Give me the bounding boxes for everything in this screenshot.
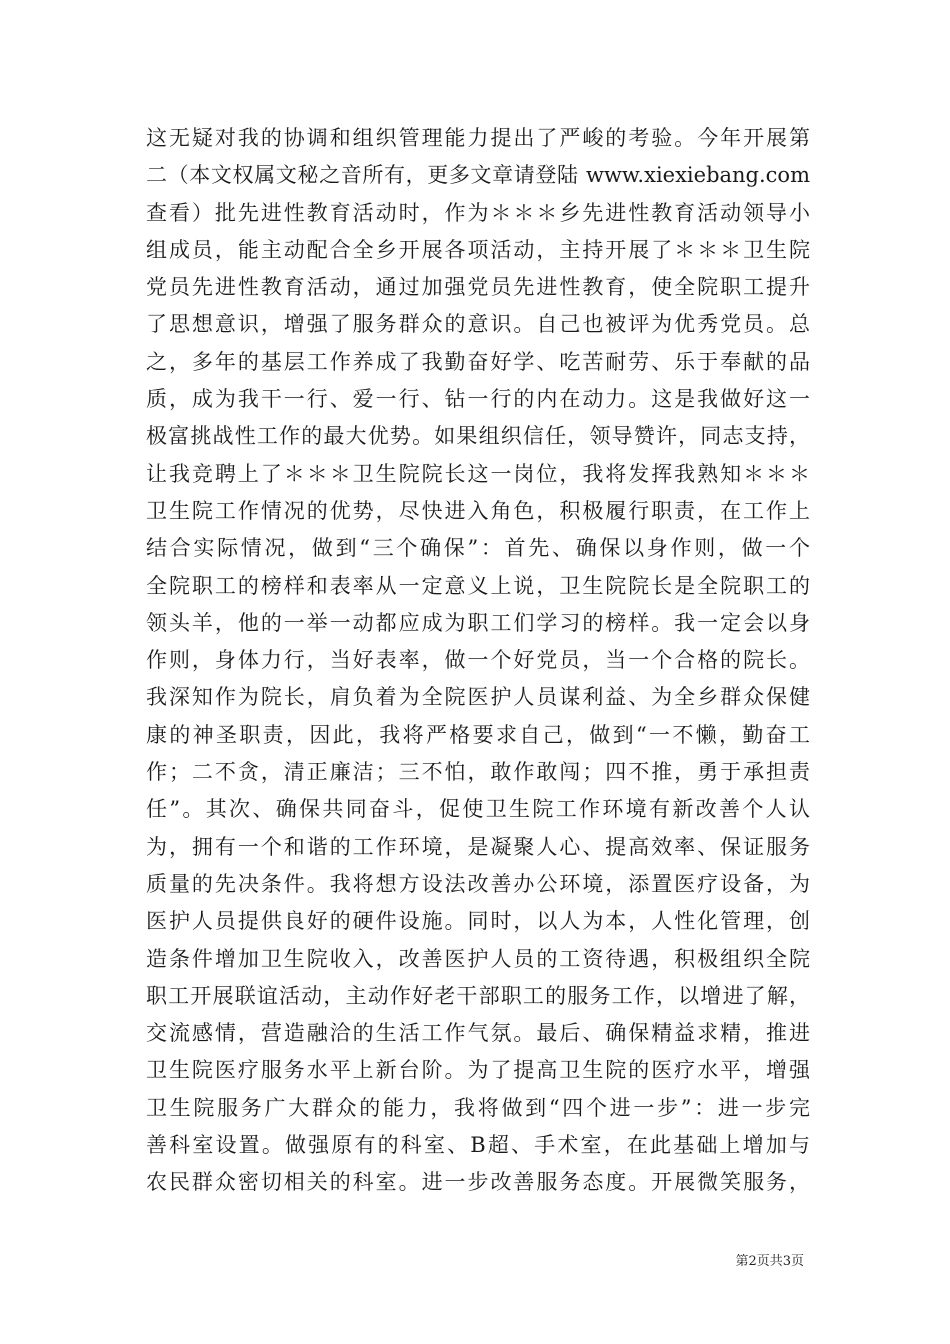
text-line: 二（本文权属文秘之音所有，更多文章请登陆 www.xiexiebang.com bbox=[146, 163, 810, 188]
text-line: 康的神圣职责，因此，我将严格要求自己，做到“一不懒，勤奋工 bbox=[146, 722, 810, 747]
text-line: 质，成为我干一行、爱一行、钻一行的内在动力。这是我做好这一 bbox=[146, 387, 810, 412]
text-line: 造条件增加卫生院收入，改善医护人员的工资待遇，积极组织全院 bbox=[146, 946, 810, 971]
text-line: 作；二不贪，清正廉洁；三不怕，敢作敢闯；四不推，勇于承担责 bbox=[146, 760, 810, 785]
page-number-footer: 第2页共3页 bbox=[735, 1254, 804, 1269]
text-line: 这无疑对我的协调和组织管理能力提出了严峻的考验。今年开展第 bbox=[146, 126, 810, 150]
text-line: 领头羊，他的一举一动都应成为职工们学习的榜样。我一定会以身 bbox=[146, 610, 810, 635]
text-line: 卫生院医疗服务水平上新台阶。为了提高卫生院的医疗水平，增强 bbox=[146, 1058, 810, 1083]
text-line: 了思想意识，增强了服务群众的意识。自己也被评为优秀党员。总 bbox=[146, 312, 810, 337]
text-line: 我深知作为院长，肩负着为全院医护人员谋利益、为全乡群众保健 bbox=[146, 685, 810, 710]
text-line: 交流感情，营造融洽的生活工作气氛。最后、确保精益求精，推进 bbox=[146, 1021, 810, 1046]
text-line: 让我竞聘上了＊＊＊卫生院院长这一岗位，我将发挥我熟知＊＊＊ bbox=[146, 461, 810, 486]
text-line: 卫生院服务广大群众的能力，我将做到“四个进一步”：进一步完 bbox=[146, 1095, 810, 1120]
text-line: 为，拥有一个和谐的工作环境，是凝聚人心、提高效率、保证服务 bbox=[146, 834, 810, 859]
text-line: 查看）批先进性教育活动时，作为＊＊＊乡先进性教育活动领导小 bbox=[146, 200, 810, 225]
text-line: 极富挑战性工作的最大优势。如果组织信任，领导赞许，同志支持， bbox=[146, 424, 810, 449]
text-line: 职工开展联谊活动，主动作好老干部职工的服务工作，以增进了解， bbox=[146, 983, 810, 1008]
text-line: 之，多年的基层工作养成了我勤奋好学、吃苦耐劳、乐于奉献的品 bbox=[146, 349, 810, 374]
text-line: 农民群众密切相关的科室。进一步改善服务态度。开展微笑服务， bbox=[146, 1170, 810, 1195]
text-line: 党员先进性教育活动，通过加强党员先进性教育，使全院职工提升 bbox=[146, 275, 810, 300]
text-line: 医护人员提供良好的硬件设施。同时，以人为本，人性化管理，创 bbox=[146, 909, 810, 934]
text-line: 质量的先决条件。我将想方设法改善办公环境，添置医疗设备，为 bbox=[146, 871, 810, 896]
document-body bbox=[146, 120, 810, 1202]
text-line: 全院职工的榜样和表率从一定意义上说，卫生院院长是全院职工的 bbox=[146, 573, 810, 598]
text-line: 结合实际情况，做到“三个确保”：首先、确保以身作则，做一个 bbox=[146, 536, 810, 561]
text-line: 组成员，能主动配合全乡开展各项活动，主持开展了＊＊＊卫生院 bbox=[146, 237, 810, 262]
text-line: 卫生院工作情况的优势，尽快进入角色，积极履行职责，在工作上 bbox=[146, 498, 810, 523]
text-line: 任”。其次、确保共同奋斗，促使卫生院工作环境有新改善个人认 bbox=[146, 797, 810, 822]
text-line: 善科室设置。做强原有的科室、B超、手术室，在此基础上增加与 bbox=[146, 1133, 810, 1158]
text-line: 作则，身体力行，当好表率，做一个好党员，当一个合格的院长。 bbox=[146, 648, 810, 673]
